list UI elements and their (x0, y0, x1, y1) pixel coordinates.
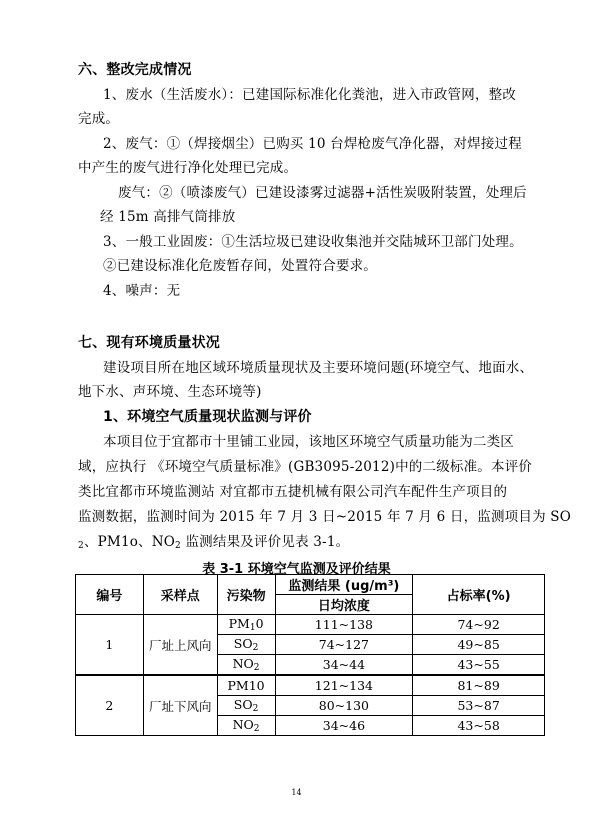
cell-daily: 74~127 (275, 635, 413, 655)
cell-daily: 80~130 (275, 696, 413, 716)
cell-daily: 111~138 (275, 615, 413, 635)
subscript: 1 (249, 623, 256, 633)
paragraph-line: 监测数据，监测时间为 2015 年 7 月 3 日~2015 年 7 月 6 日，监测项目为 SO (78, 509, 571, 525)
cell-rate: 81~89 (413, 675, 545, 696)
cell-pollutant (217, 655, 275, 676)
pollutant-name: SO (233, 636, 253, 651)
page-number: 14 (291, 788, 302, 797)
paragraph-line: 本项目位于宜都市十里铺工业园，该地区环境空气质量功能为二类区 (103, 434, 514, 450)
paragraph-line: 3、一般工业固废：①生活垃圾已建设收集池并交陆城环卫部门处理。 (103, 234, 523, 250)
cell-no: 1 (76, 615, 144, 676)
cell-pollutant (217, 716, 275, 736)
paragraph-line: ②已建设标准化危废暂存间，处置符合要求。 (103, 258, 377, 274)
paragraph-line: 地下水、声环境、生态环境等) (78, 384, 262, 400)
pollutant-suffix: 0 (255, 616, 264, 631)
table-row (76, 615, 545, 635)
paragraph-line (78, 532, 349, 556)
header-result: 监测结果 (ug/m³) (275, 575, 413, 595)
subscript: 2 (78, 541, 84, 551)
cell-pollutant (217, 615, 275, 635)
paragraph-line: 类比宜都市环境监测站 对宜都市五捷机械有限公司汽车配件生产项目的 (78, 484, 508, 500)
paragraph-line: 1、废水（生活废水）：已建国际标准化化粪池，进入市政管网，整改 (103, 87, 517, 103)
text-run: 、PM1o、NO (83, 534, 176, 550)
paragraph-line: 废气：②（喷漆废气）已建设漆雾过滤器+活性炭吸附装置，处理后 (118, 185, 527, 201)
cell-pollutant (217, 675, 275, 696)
paragraph-line: 4、噪声：无 (103, 283, 181, 299)
cell-site: 厂址上风向 (143, 615, 217, 676)
pollutant-name: NO (232, 656, 254, 671)
text-run: 监测结果及评价见表 3-1。 (180, 534, 350, 550)
section-7-heading: 七、现有环境质量状况 (78, 335, 220, 351)
table-row (76, 675, 545, 696)
subscript: 2 (252, 643, 259, 653)
cell-rate: 74~92 (413, 615, 545, 635)
cell-pollutant (217, 696, 275, 716)
header-no: 编号 (76, 575, 144, 615)
cell-pollutant (217, 635, 275, 655)
cell-daily: 121~134 (275, 675, 413, 696)
pollutant-name: NO (232, 717, 254, 732)
paragraph-line: 经 15m 高排气筒排放 (100, 209, 236, 225)
cell-rate: 53~87 (413, 696, 545, 716)
header-pollutant: 污染物 (217, 575, 275, 615)
paragraph-line: 完成。 (78, 111, 120, 127)
cell-site: 厂址下风向 (143, 675, 217, 736)
table-caption: 表 3-1 环境空气监测及评价结果 (202, 562, 391, 577)
pollutant-name: PM (228, 616, 250, 631)
header-daily: 日均浓度 (275, 595, 413, 615)
paragraph-line: 域，应执行 《环境空气质量标准》(GB3095-2012)中的二级标准。本评价 (78, 459, 533, 475)
cell-daily: 34~44 (275, 655, 413, 676)
cell-no: 2 (76, 675, 144, 736)
subsection-heading: 1、环境空气质量现状监测与评价 (103, 409, 312, 425)
cell-rate: 43~58 (413, 716, 545, 736)
cell-daily: 34~46 (275, 716, 413, 736)
paragraph-line: 建设项目所在地区域环境质量现状及主要环境问题(环境空气、地面水、 (103, 360, 534, 376)
pollutant-name: PM10 (227, 678, 265, 693)
subscript: 2 (253, 724, 260, 734)
cell-rate: 49~85 (413, 635, 545, 655)
paragraph-line: 2、废气：①（焊接烟尘）已购买 10 台焊枪废气净化器，对焊接过程 (103, 136, 522, 152)
cell-rate: 43~55 (413, 655, 545, 676)
pollutant-name: SO (233, 697, 253, 712)
subscript: 2 (175, 541, 181, 551)
subscript: 2 (252, 704, 259, 714)
section-6-heading: 六、整改完成情况 (78, 62, 192, 78)
paragraph-line: 中产生的废气进行净化处理已完成。 (78, 160, 298, 176)
monitoring-table (75, 574, 545, 736)
header-rate: 占标率(%) (413, 575, 545, 615)
header-site: 采样点 (143, 575, 217, 615)
subscript: 2 (253, 663, 260, 673)
